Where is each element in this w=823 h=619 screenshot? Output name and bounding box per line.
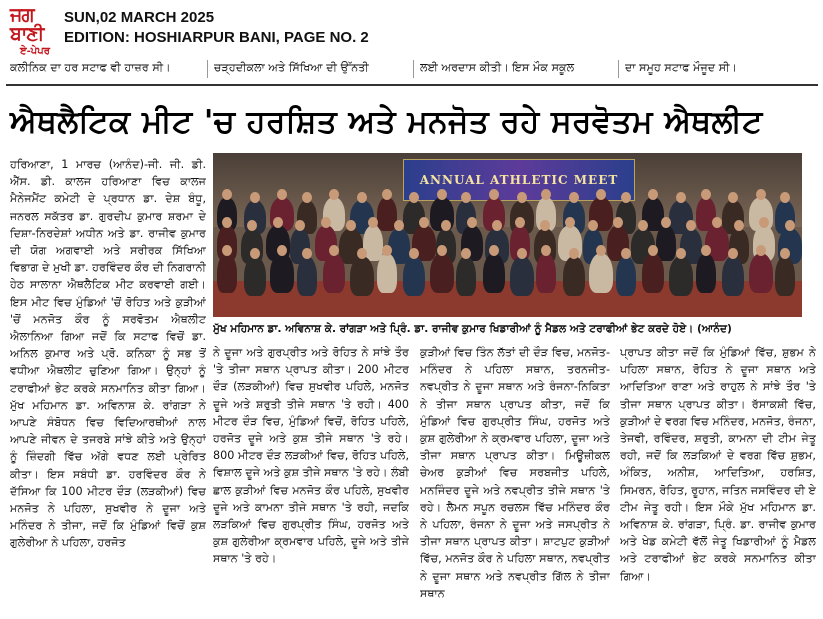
photo-person-face	[437, 189, 447, 200]
photo-person	[430, 253, 454, 293]
photo-person-face	[540, 220, 550, 231]
newspaper-logo	[10, 4, 58, 57]
photo-person-face	[785, 220, 795, 231]
prev-article-fragment-2: ਚੜ੍ਹਦੀਕਲਾ ਅਤੇ ਸਿੱਖਿਆ ਦੀ ਉੱਨਤੀ	[214, 61, 369, 74]
photo-person	[775, 256, 795, 296]
article-column-1	[10, 156, 206, 616]
photo-person-face	[467, 217, 477, 228]
photo-person-face	[222, 245, 232, 256]
article-column-3	[420, 344, 610, 616]
article-headline: ਐਥਲੈਟਿਕ ਮੀਟ 'ਚ ਹਰਸ਼ਿਤ ਅਤੇ ਮਨਜੋਤ ਰਹੇ ਸਰਵੋਤਮ ਐਥਲੀਟ	[10, 104, 763, 140]
photo-person-face	[569, 192, 579, 203]
photo-person-face	[273, 217, 283, 228]
photo-person-face	[394, 220, 404, 231]
photo-person-face	[756, 189, 766, 200]
photo-person-face	[357, 248, 367, 259]
photo-person-face	[621, 248, 631, 259]
photo-person	[669, 256, 693, 296]
prev-article-fragment-4: ਦਾ ਸਮੂਹ ਸਟਾਫ ਮੌਜੂਦ ਸੀ।	[625, 61, 738, 74]
edition-date: SUN,02 MARCH 2025	[64, 9, 215, 26]
photo-person-face	[489, 189, 499, 200]
column-2-text: ਨੇ ਦੂਜਾ ਅਤੇ ਗੁਰਪ੍ਰੀਤ ਅਤੇ ਰੋਹਿਤ ਨੇ ਸਾਂਝੇ ਤੌਰ 'ਤੇ ਤੀਜਾ ਸਥਾਨ ਪ੍ਰਾਪਤ ਕੀਤਾ। 200 ਮੀਟਰ ਦੌੜ (ਲੜਕੀਆਂ) ਵਿਚ ਸੁਖਵੀਰ ਪਹਿਲੇ, ਮਨਜੋਤ ਦੂਜੇ ਅਤੇ ਸ਼ਰੁਤੀ ਤੀਜੇ ਸਥਾਨ 'ਤੇ ਰਹੀ। 400 ਮੀਟਰ ਦੌੜ ਵਿਚ, ਮੁੰਡਿਆਂ ਵਿਚੋਂ, ਰੋਹਿਤ ਪਹਿਲੇ, ਹਰਜੋਤ ਦੂਜੇ ਅਤੇ ਕੁਸ਼ ਤੀਜੇ ਸਥਾਨ 'ਤੇ ਰਹੇ। 800 ਮੀਟਰ ਦੌੜ ਲੜਕੀਆਂ ਵਿਚ, ਰੋਹਿਤ ਪਹਿਲੇ, ਵਿਸ਼ਾਲ ਦੂਜੇ ਅਤੇ ਕੁਸ਼ ਤੀਜੇ ਸਥਾਨ 'ਤੇ ਰਹੇ। ਲੰਬੀ ਛਾਲ ਕੁੜੀਆਂ ਵਿਚ ਮਨਜੋਤ ਕੌਰ ਪਹਿਲੇ, ਸੁਖਵੀਰ ਦੂਜੇ ਅਤੇ ਕਾਮਨਾ ਤੀਜੇ ਸਥਾਨ 'ਤੇ ਰਹੀ, ਜਦਕਿ ਲੜਕਿਆਂ ਵਿਚ ਗੁਰਪ੍ਰੀਤ ਸਿੰਘ, ਹਰਜੋਤ ਅਤੇ ਕੁਸ਼ ਗੁਲੇਰੀਆ ਕ੍ਰਮਵਾਰ ਪਹਿਲੇ, ਦੂਜੇ ਅਤੇ ਤੀਜੇ ਸਥਾਨ 'ਤੇ ਰਹੇ।	[213, 346, 409, 566]
photo-person	[323, 253, 345, 293]
photo-person	[642, 253, 664, 293]
photo-person-face	[250, 192, 260, 203]
logo-title: ਜਗ ਬਾਣੀ	[10, 4, 44, 45]
photo-person-face	[321, 217, 331, 228]
photo-person-face	[517, 248, 527, 259]
photo-person-face	[302, 248, 312, 259]
masthead	[0, 0, 823, 56]
photo-person-face	[250, 248, 260, 259]
photo-person	[456, 256, 476, 296]
photo-person-face	[712, 217, 722, 228]
photo-person-face	[676, 248, 686, 259]
photo-person	[696, 253, 716, 293]
column-divider	[618, 60, 619, 78]
photo-person-face	[357, 192, 367, 203]
photo-person	[616, 256, 636, 296]
photo-caption: ਮੁੱਖ ਮਹਿਮਾਨ ਡਾ. ਅਵਿਨਾਸ਼ ਕੇ. ਰਾਂਗੜਾ ਅਤੇ ਪ੍ਰਿੰ. ਡਾ. ਰਾਜੀਵ ਕੁਮਾਰ ਖਿਡਾਰੀਆਂ ਨੂੰ ਮੈਡਲ ਅਤੇ ਟਰਾਫੀਆਂ ਭੇਟ ਕਰਦੇ ਹੋਏ। (ਆਨੰਦ)	[213, 323, 732, 335]
photo-person	[536, 253, 556, 293]
photo-person-face	[489, 245, 499, 256]
photo-person-face	[517, 192, 527, 203]
column-divider	[207, 60, 208, 78]
photo-person-face	[676, 192, 686, 203]
event-photo	[213, 153, 802, 317]
photo-person	[483, 253, 505, 293]
edition-info	[64, 8, 369, 48]
photo-person	[749, 253, 773, 293]
photo-person	[217, 253, 237, 293]
photo-person	[722, 256, 744, 296]
photo-person-face	[222, 217, 232, 228]
column-1-text: ਹਰਿਆਣਾ, 1 ਮਾਰਚ (ਆਨੰਦ)-ਜੀ. ਜੀ. ਡੀ. ਐੱਸ. ਡੀ. ਕਾਲਜ ਹਰਿਆਣਾ ਵਿਚ ਕਾਲਜ ਮੈਨੇਜਮੈਂਟ ਕਮੇਟੀ ਦੇ ਪ੍ਰਧਾਨ ਡਾ. ਦੇਸ਼ ਬੰਧੂ, ਜਨਰਲ ਸਕੱਤਰ ਡਾ. ਗੁਰਦੀਪ ਕੁਮਾਰ ਸ਼ਰਮਾ ਦੇ ਦਿਸ਼ਾ-ਨਿਰਦੇਸ਼ਾਂ ਅਧੀਨ ਅਤੇ ਡਾ. ਰਾਜੀਵ ਕੁਮਾਰ ਦੀ ਯੋਗ ਅਗਵਾਈ ਅਤੇ ਸਰੀਰਕ ਸਿੱਖਿਆ ਵਿਭਾਗ ਦੇ ਮੁਖੀ ਡਾ. ਹਰਵਿੰਦਰ ਕੌਰ ਦੀ ਨਿਗਰਾਨੀ ਹੇਠ ਸਾਲਾਨਾ ਐਥਲੈਟਿਕ ਮੀਟ ਕਰਵਾਈ ਗਈ। ਇਸ ਮੀਟ ਵਿਚ ਮੁੰਡਿਆਂ 'ਚੋਂ ਰੋਹਿਤ ਅਤੇ ਕੁੜੀਆਂ 'ਚੋਂ ਮਨਜੋਤ ਕੌਰ ਨੂੰ ਸਰਵੋਤਮ ਐਥਲੀਟ ਐਲਾਨਿਆ ਗਿਆ ਜਦੋਂ ਕਿ ਸਟਾਫ ਵਿਚੋਂ ਡਾ. ਅਨਿਲ ਕੁਮਾਰ ਅਤੇ ਪ੍ਰੋ. ਕਨਿਕਾ ਨੂੰ ਸਭ ਤੋਂ ਵਧੀਆ ਐਥਲੀਟ ਚੁਣਿਆ ਗਿਆ। ਉਨ੍ਹਾਂ ਨੂੰ ਟਰਾਫੀਆਂ ਭੇਟ ਕਰਕੇ ਸਨਮਾਨਿਤ ਕੀਤਾ ਗਿਆ। ਮੁੱਖ ਮਹਿਮਾਨ ਡਾ. ਅਵਿਨਾਸ਼ ਕੇ. ਰਾਂਗੜਾ ਨੇ ਆਪਣੇ ਸੰਬੋਧਨ ਵਿਚ ਵਿਦਿਆਰਥੀਆਂ ਨਾਲ ਆਪਣੇ ਜੀਵਨ ਦੇ ਤਜਰਬੇ ਸਾਂਝੇ ਕੀਤੇ ਅਤੇ ਉਨ੍ਹਾਂ ਨੂੰ ਜ਼ਿੰਦਗੀ ਵਿੱਚ ਅੱਗੇ ਵਧਣ ਲਈ ਪ੍ਰੇਰਿਤ ਕੀਤਾ। ਇਸ ਸਬੰਧੀ ਡਾ. ਹਰਵਿੰਦਰ ਕੌਰ ਨੇ ਦੱਸਿਆ ਕਿ 100 ਮੀਟਰ ਦੌੜ (ਲੜਕੀਆਂ) ਵਿਚ ਮਨਜੋਤ ਨੇ ਪਹਿਲਾ, ਸੁਖਵੀਰ ਨੇ ਦੂਜਾ ਅਤੇ ਮਨਿੰਦਰ ਨੇ ਤੀਜਾ, ਜਦੋਂ ਕਿ ਮੁੰਡਿਆਂ ਵਿਚੋਂ ਕੁਸ਼ ਗੁਲੇਰੀਆ ਨੇ ਪਹਿਲਾ, ਹਰਜੋਤ	[10, 158, 206, 550]
photo-person-face	[437, 245, 447, 256]
column-3-text: ਕੁੜੀਆਂ ਵਿਚ ਤਿੰਨ ਲੱਤਾਂ ਦੀ ਦੌੜ ਵਿਚ, ਮਨਜੋਤ-ਮਨਿੰਦਰ ਨੇ ਪਹਿਲਾ ਸਥਾਨ, ਤਰਨਜੀਤ-ਨਵਪ੍ਰੀਤ ਨੇ ਦੂਜਾ ਸਥਾਨ ਅਤੇ ਰੰਜਨਾ-ਨਿਕਿਤਾ ਨੇ ਤੀਜਾ ਸਥਾਨ ਪ੍ਰਾਪਤ ਕੀਤਾ, ਜਦੋਂ ਕਿ ਮੁੰਡਿਆਂ ਵਿਚ ਗੁਰਪ੍ਰੀਤ ਸਿੰਘ, ਹਰਜੋਤ ਅਤੇ ਕੁਸ਼ ਗੁਲੇਰੀਆ ਨੇ ਕ੍ਰਮਵਾਰ ਪਹਿਲਾ, ਦੂਜਾ ਅਤੇ ਤੀਜਾ ਸਥਾਨ ਪ੍ਰਾਪਤ ਕੀਤਾ। ਮਿਊਜ਼ੀਕਲ ਚੇਅਰ ਕੁੜੀਆਂ ਵਿਚ ਸਰਬਜੀਤ ਪਹਿਲੇ, ਮਨਜਿੰਦਰ ਦੂਜੇ ਅਤੇ ਨਵਪ੍ਰੀਤ ਤੀਜੇ ਸਥਾਨ 'ਤੇ ਰਹੇ। ਲੈਮਨ ਸਪੂਨ ਰਚਲਸ ਵਿੱਚ ਮਨਿੰਦਰ ਕੌਰ ਨੇ ਪਹਿਲਾ, ਰੰਜਨਾ ਨੇ ਦੂਜਾ ਅਤੇ ਜਸਪ੍ਰੀਤ ਨੇ ਤੀਜਾ ਸਥਾਨ ਪ੍ਰਾਪਤ ਕੀਤਾ। ਸ਼ਾਟਪੁਟ ਕੁੜੀਆਂ ਵਿੱਚ, ਮਨਜੋਤ ਕੌਰ ਨੇ ਪਹਿਲਾ ਸਥਾਨ, ਨਵਪ੍ਰੀਤ ਨੇ ਦੂਜਾ ਸਥਾਨ ਅਤੇ ਨਵਪ੍ਰੀਤ ਗਿੱਲ ਨੇ ਤੀਜਾ ਸਥਾਨ	[420, 346, 610, 600]
edition-name: EDITION: HOSHIARPUR BANI, PAGE NO. 2	[64, 29, 369, 46]
photo-person-face	[734, 220, 744, 231]
photo-banner: ANNUAL ATHLETIC MEET	[403, 159, 635, 201]
photo-person-face	[756, 245, 766, 256]
photo-person	[510, 256, 534, 296]
logo-subtitle: ਏ-ਪੇਪਰ	[20, 46, 50, 57]
photo-person	[589, 253, 613, 293]
photo-person	[350, 256, 374, 296]
photo-person	[563, 256, 585, 296]
photo-person-face	[569, 248, 579, 259]
photo-person-face	[588, 220, 598, 231]
photo-person	[244, 256, 266, 296]
column-4-text: ਪ੍ਰਾਪਤ ਕੀਤਾ ਜਦੋਂ ਕਿ ਮੁੰਡਿਆਂ ਵਿੱਚ, ਸ਼ੁਭਮ ਨੇ ਪਹਿਲਾ ਸਥਾਨ, ਰੋਹਿਤ ਨੇ ਦੂਜਾ ਸਥਾਨ ਅਤੇ ਆਦਿਤਿਆ ਰਾਣਾ ਅਤੇ ਰਾਹੁਲ ਨੇ ਸਾਂਝੇ ਤੌਰ 'ਤੇ ਤੀਜਾ ਸਥਾਨ ਪ੍ਰਾਪਤ ਕੀਤਾ। ਰੱਸਾਕਸ਼ੀ ਵਿੱਚ, ਕੁੜੀਆਂ ਦੇ ਵਰਗ ਵਿਚ ਮਨਿੰਦਰ, ਮਨਜੋਤ, ਰੰਜਨਾ, ਤੇਜਵੀ, ਰਵਿੰਦਰ, ਸ਼ਰੁਤੀ, ਕਾਮਨਾ ਦੀ ਟੀਮ ਜੇਤੂ ਰਹੀ, ਜਦੋਂ ਕਿ ਲੜਕਿਆਂ ਦੇ ਵਰਗ ਵਿੱਚ ਸ਼ੁਭਮ, ਅੰਕਿਤ, ਅਨੀਸ਼, ਆਦਿਤਿਆ, ਹਰਸ਼ਿਤ, ਸਿਮਰਨ, ਰੋਹਿਤ, ਰੂਹਾਨ, ਜਤਿਨ ਜਸਵਿੰਦਰ ਦੀ ਏ ਟੀਮ ਜੇਤੂ ਰਹੀ। ਇਸ ਮੌਕੇ ਮੁੱਖ ਮਹਿਮਾਨ ਡਾ. ਅਵਿਨਾਸ਼ ਕੇ. ਰਾਂਗੜਾ, ਪ੍ਰਿੰ. ਡਾ. ਰਾਜੀਵ ਕੁਮਾਰ ਅਤੇ ਖੇਡ ਕਮੇਟੀ ਵੱਲੋਂ ਜੇਤੂ ਖਿਡਾਰੀਆਂ ਨੂੰ ਮੈਡਲ ਅਤੇ ਟਰਾਫੀਆਂ ਭੇਟ ਕਰਕੇ ਸਨਮਾਨਿਤ ਕੀਤਾ ਗਿਆ।	[620, 346, 816, 583]
photo-person-face	[302, 192, 312, 203]
photo-person-face	[621, 192, 631, 203]
article-column-4	[620, 344, 816, 616]
photo-person-face	[701, 245, 711, 256]
photo-person-face	[661, 217, 671, 228]
photo-person-face	[222, 189, 232, 200]
prev-article-fragment-1: ਕਲੀਨਿਕ ਦਾ ਹਰ ਸਟਾਫ ਵੀ ਹਾਜ਼ਰ ਸੀ।	[10, 61, 171, 74]
column-divider	[413, 60, 414, 78]
photo-person-face	[515, 217, 525, 228]
photo-person-face	[701, 189, 711, 200]
section-rule	[6, 84, 818, 86]
photo-person	[403, 256, 425, 296]
article-column-2	[213, 344, 409, 616]
photo-person-face	[613, 217, 623, 228]
photo-person-face	[382, 189, 392, 200]
photo-person-face	[419, 217, 429, 228]
photo-person-face	[382, 245, 392, 256]
photo-person	[377, 253, 397, 293]
photo-person	[297, 256, 317, 296]
photo-person	[270, 253, 294, 293]
prev-article-fragment-3: ਲਈ ਅਰਦਾਸ ਕੀਤੀ। ਇਸ ਮੌਕ ਸਕੂਲ	[420, 61, 575, 74]
photo-person-face	[346, 220, 356, 231]
